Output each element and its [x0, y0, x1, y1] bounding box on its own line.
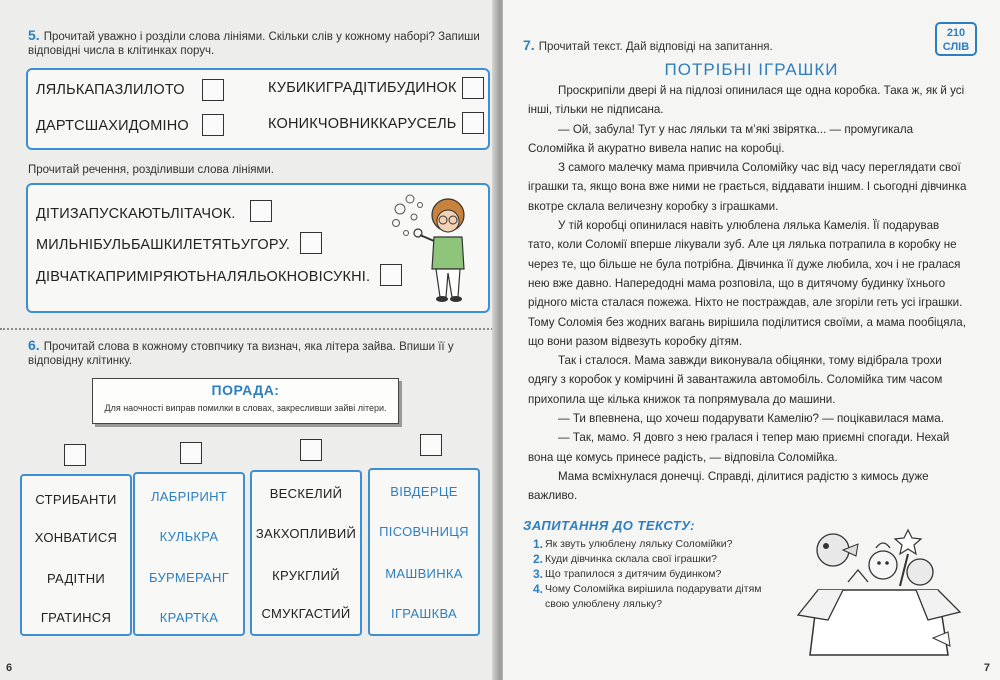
story-title: ПОТРІБНІ ІГРАШКИ [664, 60, 839, 79]
page-number-right: 7 [983, 662, 990, 674]
word-set-4: КОНИКЧОВНИККАРУСЕЛЬ [268, 116, 457, 132]
task6-header [28, 338, 486, 368]
column-2-word: БУРМЕРАНГ [148, 570, 230, 585]
column-4-word: ПІСОВЧНИЦЯ [379, 524, 469, 539]
answer-box-sentence-1[interactable] [250, 200, 272, 222]
question-number: 3. [533, 567, 544, 581]
column-4-word: ІГРАШКВА [391, 606, 457, 621]
word-count-number: 210 [946, 27, 966, 39]
word-column-2 [133, 472, 245, 636]
sentence-1: ДІТИЗАПУСКАЮТЬЛІТАЧОК. [36, 206, 236, 222]
column-1-word: ХОНВАТИСЯ [34, 530, 118, 545]
question-item [533, 567, 783, 582]
word-count-badge [935, 22, 977, 56]
column-4-word: МАШВИНКА [385, 566, 463, 581]
column-3-word: ЗАКХОПЛИВИЙ [255, 526, 357, 541]
story-paragraph: — Ти впевнена, що хочеш подарувати Камелію? — поцікавилася мама. [558, 412, 944, 426]
story-paragraph: У тій коробці опинилася навіть улюблена лялька Камелія. Її подарував тато, коли Соломії вперше лікували зуб. Але ця лялька потрапила в коробку не через те, що більше не була потрібна. Дівчинка її дуже любила, хоч і не гралася нею вже давно. Напередодні мама розповіла, що в дитячому будинку їхнього рідного міста сталася пожежа. Ніхто не постраждав, але згоріли геть усі іграшки. Тому Соломія без жодних вагань вирішила поділитися своїми, а мама пообіцяла, що вони разом відвезуть коробку дітям. [528, 219, 966, 348]
page-number-left: 6 [6, 662, 13, 674]
column-3-word: КРУКГЛИЙ [272, 568, 340, 583]
boy-bubbles-illustration [390, 189, 482, 307]
column-2-word: ЛАБРІРИНТ [150, 489, 228, 504]
left-page [0, 0, 497, 680]
story-paragraph: Так і сталося. Мама завжди виконувала обіцянки, тому відібрала трохи одягу з коробок у комірчині й завантажила автомобіль. Соломійка тим часом прихопила ще кілька книжок та попрямувала до машини. [528, 354, 943, 406]
sentences-box [26, 183, 490, 313]
task6-number: 6. [28, 337, 40, 353]
column-4-word: ВІВДЕРЦЕ [390, 484, 458, 499]
answer-box-sentence-2[interactable] [300, 232, 322, 254]
answer-box-column-3[interactable] [300, 439, 322, 461]
story-paragraph: Мама всміхнулася донечці. Справді, ділитися радістю з кимось дуже важливо. [528, 469, 929, 503]
task7-header [523, 38, 773, 54]
question-text: Що трапилося з дитячим будинком? [545, 568, 722, 580]
story-paragraph: — Ой, забула! Тут у нас ляльки та м’які звірятка... — промугикала Соломійка й акуратно вивела напис на коробці. [528, 122, 914, 155]
right-page [503, 0, 1000, 680]
task7-number: 7. [523, 37, 535, 53]
question-text: Куди дівчинка склала свої іграшки? [545, 553, 717, 565]
answer-box-set-4[interactable] [462, 112, 484, 134]
questions-title: ЗАПИТАННЯ ДО ТЕКСТУ: [523, 518, 696, 533]
question-text: Чому Соломійка вирішила подарувати дітям свою улюблену ляльку? [545, 583, 762, 610]
question-item [533, 582, 783, 612]
column-3-word: СМУКГАСТИЙ [261, 606, 351, 621]
word-set-2: КУБИКИГРАДІТИБУДИНОК [268, 80, 457, 96]
question-number: 2. [533, 552, 544, 566]
answer-box-set-3[interactable] [202, 114, 224, 136]
answer-box-column-4[interactable] [420, 434, 442, 456]
column-1-word: СТРИБАНТИ [35, 492, 117, 507]
toy-box-illustration [788, 520, 968, 665]
question-text: Як звуть улюблену ляльку Соломійки? [545, 538, 733, 550]
column-2-word: КРАРТКА [159, 610, 219, 625]
story-text [528, 81, 968, 506]
word-column-1 [20, 474, 132, 636]
question-number: 4. [533, 582, 544, 596]
word-count-unit: СЛІВ [942, 41, 970, 53]
questions-list [533, 537, 783, 612]
task5-instruction: Прочитай уважно і розділи слова лініями. Скільки слів у кожному наборі? Запиши відповідні числа в клітинках поруч. [28, 31, 480, 57]
sentences-instruction: Прочитай речення, розділивши слова лініями. [28, 164, 275, 176]
answer-box-column-1[interactable] [64, 444, 86, 466]
word-set-1: ЛЯЛЬКАПАЗЛИЛОТО [36, 82, 185, 98]
answer-box-set-2[interactable] [462, 77, 484, 99]
task7-instruction: Прочитай текст. Дай відповіді на запитання. [538, 41, 773, 53]
column-1-word: РАДІТНИ [46, 571, 106, 586]
story-paragraph: — Так, мамо. Я довго з нею гралася і тепер маю приємні спогади. Нехай вона ще комусь принесе радість, — відповіла Соломійка. [528, 431, 950, 464]
column-3-word: ВЕСКЕЛИЙ [269, 486, 343, 501]
task6-instruction: Прочитай слова в кожному стовпчику та визнач, яка літера зайва. Впиши її у відповідну клітинку. [28, 341, 454, 367]
section-divider [0, 328, 497, 330]
column-1-word: ГРАТИНСЯ [40, 610, 112, 625]
hint-title: ПОРАДА: [211, 382, 280, 398]
answer-box-column-2[interactable] [180, 442, 202, 464]
sentence-3: ДІВЧАТКАПРИМІРЯЮТЬНАЛЯЛЬОКНОВІСУКНІ. [36, 269, 371, 285]
answer-box-set-1[interactable] [202, 79, 224, 101]
word-column-3 [250, 470, 362, 636]
question-item [533, 552, 783, 567]
story-paragraph: З самого малечку мама привчила Соломійку час від часу переглядати свої іграшки та, якщо вона вже ними не грається, віддавати іншим. І сьогодні дівчинка вкотре склала величезну коробку з іграшками. [528, 161, 967, 213]
story-paragraph: Проскрипіли двері й на підлозі опинилася ще одна коробка. Така ж, як й усі інші, тільки не підписана. [528, 84, 965, 117]
hint-box [92, 378, 399, 424]
question-item [533, 537, 783, 552]
word-column-4 [368, 468, 480, 636]
task5-number: 5. [28, 27, 40, 43]
question-number: 1. [533, 537, 544, 551]
task5-header [28, 28, 488, 58]
sentence-2: МИЛЬНІБУЛЬБАШКИЛЕТЯТЬУГОРУ. [36, 237, 291, 253]
word-set-3: ДАРТСШАХИДОМІНО [36, 118, 189, 134]
word-sets-box [26, 68, 490, 150]
column-2-word: КУЛЬКРА [159, 529, 219, 544]
hint-text: Для наочності виправ помилки в словах, закресливши зайві літери. [104, 403, 387, 413]
